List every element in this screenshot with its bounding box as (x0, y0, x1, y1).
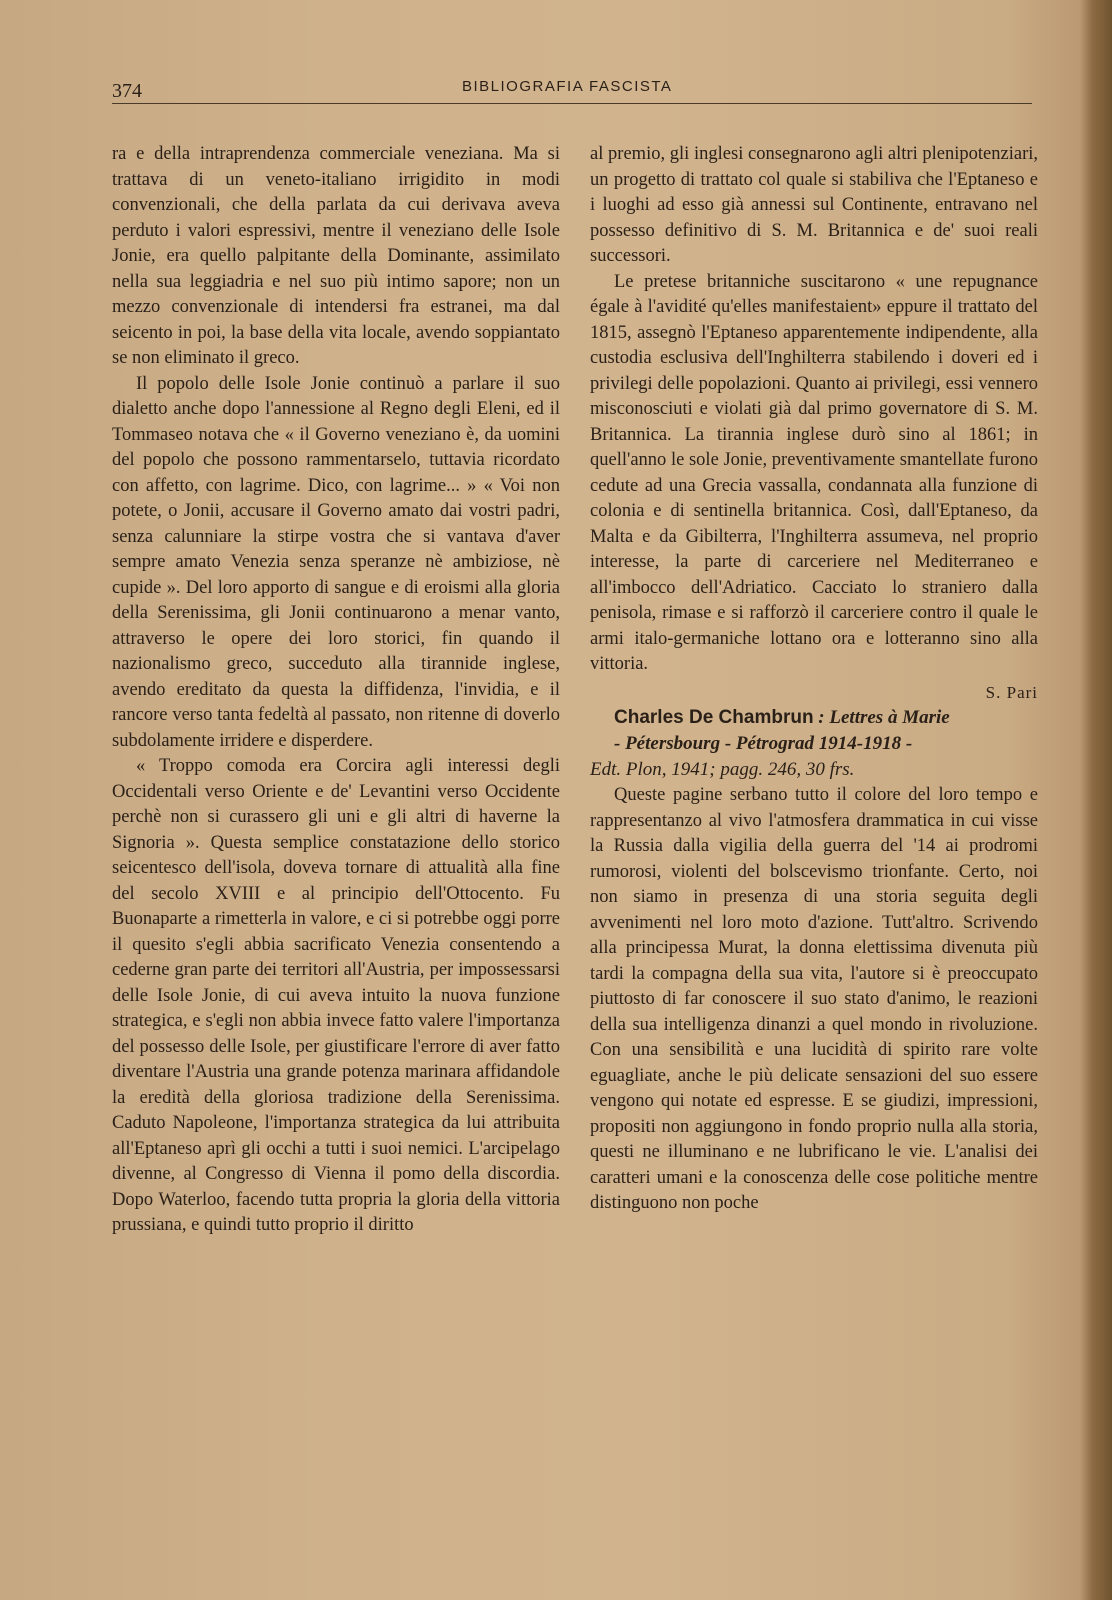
review-title-continued: - Pétersbourg - Pétrograd 1914-1918 - (614, 733, 913, 754)
paragraph: ra e della intraprendenza commerciale veneziana. Ma si trattava di un veneto-italiano irrigidito in modi convenzionali, che della parlata da cui derivava aveva perduto i valori espressivi, mentre il veneziano delle Isole Jonie, era quello palpitante della Dominante, assimilato nella sua leggiadria e nel suo più intimo sapore; non un mezzo convenzionale di intendersi fra estranei, ma dal seicento in poi, la base della vita locale, avendo soppiantato se non eliminato il greco. (112, 144, 560, 368)
running-head: BIBLIOGRAFIA FASCISTA (462, 78, 673, 95)
paragraph: Il popolo delle Isole Jonie continuò a parlare il suo dialetto anche dopo l'annessione al Regno degli Eleni, ed il Tommaseo notava che « il Governo veneziano è, da uomini del popolo che possono rammentarselo, tuttavia ricordato con affetto, con lagrime. Dico, con lagrime... » « Voi non potete, o Jonii, accusare il Governo amato dai vostri padri, senza calunniare la stirpe vostra che si vantava d'aver sempre amato Venezia senza speranze nè ambiziose, nè cupide ». Del loro apporto di sangue e di eroismi alla gloria della Serenissima, gli Jonii continuarono a menar vanto, attraverso le opere dei loro storici, fin quando il nazionalismo greco, succeduto alla tirannide inglese, avendo ereditato da questa la diffidenza, l'invidia, e il rancore verso tanta fedeltà al passato, non ritenne di doverlo subdolamente irridere e disperdere. (112, 373, 560, 751)
page-header (112, 78, 1032, 104)
paragraph: Le pretese britanniche suscitarono « une repugnance égale à l'avidité qu'elles manifestaient» eppure il trattato del 1815, assegnò l'Eptaneso apparentemente indipendente, alla custodia esclusiva dell'Inghilterra stabilendo i doveri ed i privilegi delle popolazioni. Quanto ai privilegi, essi vennero misconosciuti e violati già dal primo governatore di S. M. Britannica. La tirannia inglese durò sino al 1861; in quell'anno le sole Jonie, preventivamente smantellate furono cedute ad una Grecia vassalla, condannata alla funzione di colonia e di sentinella britannica. Così, dall'Eptaneso, da Malta e da Gibilterra, l'Inghilterra assumeva, nel proprio interesse, la parte di carceriere nel Mediterraneo e all'imbocco dell'Adriatico. Cacciato lo straniero dalla penisola, rimase e si rafforzò il carceriere contro il quale le armi italo-germaniche lottano ora e lotteranno sino alla vittoria. (590, 271, 1038, 674)
page-number: 374 (112, 80, 142, 102)
review-heading (590, 705, 1038, 783)
review-title: : Lettres à Marie (818, 707, 950, 728)
right-column (590, 142, 1038, 1217)
left-column (112, 142, 560, 1239)
paragraph: al premio, gli inglesi consegnarono agli altri plenipotenziari, un progetto di trattato col quale si stabiliva che l'Eptaneso e i luoghi ad esso già annessi sul Continente, entravano nel possesso definitivo di S. M. Britannica e de' suoi reali successori. (590, 144, 1038, 266)
review-author: Charles De Chambrun (614, 707, 814, 728)
review-body: Queste pagine serbano tutto il colore del loro tempo e rappresentanzo al vivo l'atmosfera drammatica in cui visse la Russia dalla vigilia della guerra del '14 ai prodromi rumorosi, violenti del bolscevismo trionfante. Certo, noi non siamo in presenza di una storia seguita degli avvenimenti nel loro moto d'azione. Tutt'altro. Scrivendo alla principessa Murat, la donna elettissima divenuta più tardi la compagna della sua vita, l'autore si è preoccupato piuttosto di far conoscere il suo stato d'animo, le reazioni della sua intelligenza dinanzi a quel mondo in rivoluzione. Con una sensibilità e una lucidità di spirito rare volte eguagliate, anche le più delicate sensazioni del suo essere vengono qui notate ed espresse. E se giudizi, impressioni, propositi non aggiungono in fondo proprio nulla alla storia, questi ne illuminano e ne lubrificano le vie. L'analisi dei caratteri umani e la conoscenza delle cose politiche mentre distinguono non poche (590, 785, 1038, 1213)
page-edge-shadow (1080, 0, 1112, 1600)
header-rule (112, 103, 1032, 104)
review-publication-info: Edt. Plon, 1941; pagg. 246, 30 frs. (590, 759, 855, 780)
paragraph: « Troppo comoda era Corcira agli interessi degli Occidentali verso Oriente e de' Levantini verso Occidente perchè non si curassero gli uni e gli altri di haverne la Signoria ». Questa semplice constatazione dello storico seicentesco dell'isola, doveva tornare di attualità alla fine del secolo XVIII e al principio dell'Ottocento. Fu Buonaparte a rimetterla in valore, e ci si potrebbe oggi porre il quesito s'egli abbia sacrificato Venezia consentendo a cederne gran parte dei territori all'Austria, per impossessarsi delle Isole Jonie, di cui aveva intuito la nuova funzione strategica, e s'egli non abbia invece fatto valere l'importanza del possesso delle Isole, per giustificare l'errore di aver fatto diventare l'Austria una grande potenza marinara affidandole la eredità della gloriosa tradizione della Serenissima. Caduto Napoleone, l'importanza strategica da lui attribuita all'Eptaneso aprì gli occhi a tutti i suoi nemici. L'arcipelago divenne, al Congresso di Vienna il pomo della discordia. Dopo Waterloo, facendo tutta propria la gloria della vittoria prussiana, e quindi tutto proprio il diritto (112, 756, 560, 1235)
author-signature: S. Pari (985, 682, 1038, 702)
